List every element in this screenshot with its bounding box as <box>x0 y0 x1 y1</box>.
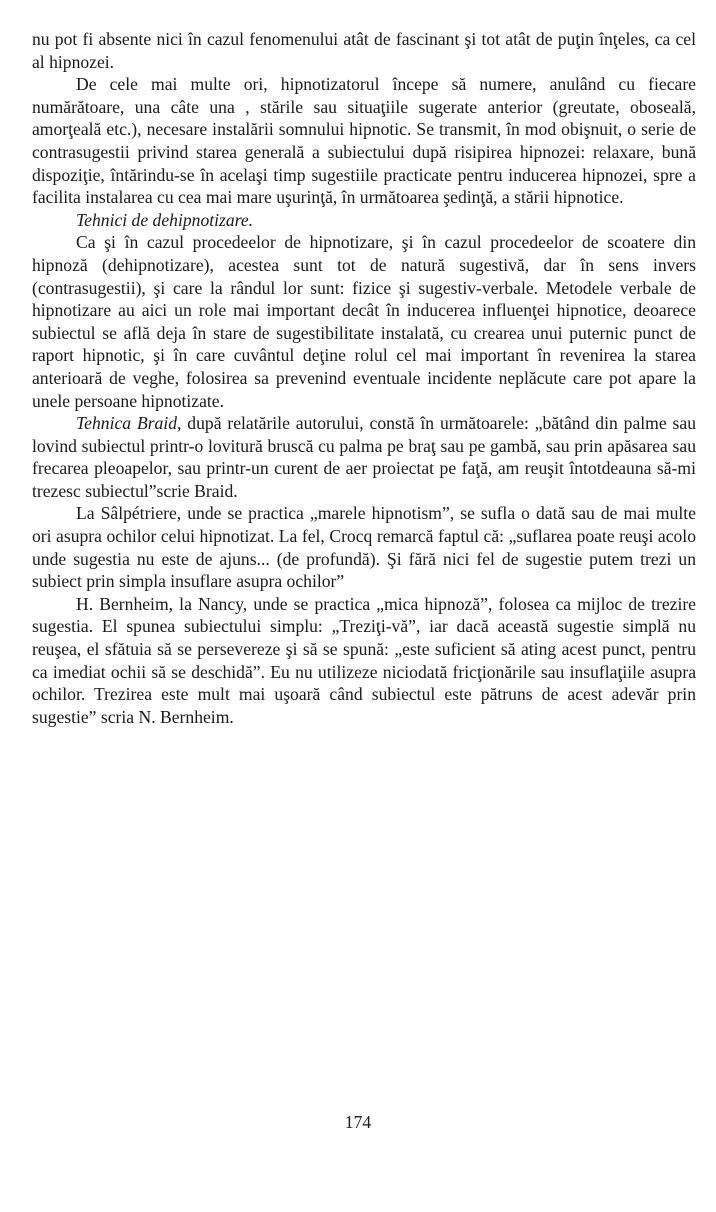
section-heading-dehypnotization: Tehnici de dehipnotizare. <box>76 209 254 230</box>
paragraph-dehypnotization-procedures: Ca şi în cazul procedeelor de hipnotizare, şi în cazul procedeelor de scoatere din hipnoză (dehipnotizare), acestea sunt tot de natură sugestivă, dar în sens invers (contrasugestii), şi care la rândul lor sunt: fizice şi sugestiv-verbale. Metodele verbale de hipnotizare au aici un role mai important decât în inducerea influenţei hipnotice, deoarece subiectul se află deja în stare de sugestibilitate instalată, cu crearea unui puternic punct de raport hipnotic, şi în care cuvântul deţine rolul cel mai important în revenirea la starea anterioară de veghe, folosirea sa prevenind eventuale incidente neplăcute care pot apare la unele persoane hipnotizate. <box>32 232 696 411</box>
paragraph-braid-technique <box>32 412 696 502</box>
braid-technique-text: după relatările autorului, constă în următoarele: „bătând din palme sau lovind subiectul printr-o lovitură bruscă cu palma pe braţ sau pe gambă, sau prin apăsarea sau frecarea pleoapelor, sau printr-un curent de aer proiectat pe faţă, am reuşit întotdeauna să-mi trezesc subiectul”scrie Braid. <box>32 413 696 501</box>
paragraph-bernheim: H. Bernheim, la Nancy, unde se practica „mica hipnoză”, folosea ca mijloc de trezire sugestia. El spunea subiectului simplu: „Treziţi-vă”, iar dacă această sugestie simplă nu reuşea, el sfătuia să se persevereze şi să se spună: „este suficient să ating acest punct, pentru ca imediat ochii să se deschidă”. Eu nu utilizeze niciodată fricţionările sau insuflaţiile asupra ochilor. Trezirea este mult mai uşoară când subiectul este pătruns de acest adevăr prin sugestie” scria N. Bernheim. <box>32 593 696 727</box>
page-number: 174 <box>344 1112 372 1132</box>
paragraph-counting-technique: De cele mai multe ori, hipnotizatorul începe să numere, anulând cu fiecare numărătoare, una câte una , stările sau situaţiile sugerate anterior (greutate, oboseală, amorţeală etc.), necesare instalării somnului hipnotic. Se transmit, în mod obişnuit, o serie de contrasugestii privind starea generală a subiectului după risipirea hipnozei: relaxare, bună dispoziţie, întărindu-se în acelaşi timp sugestiile practicate pentru inducerea hipnozei, spre a facilita instalarea cu cea mai mare uşurinţă, în următoarea şedinţă, a stării hipnotice. <box>32 74 696 208</box>
paragraph-continuation: nu pot fi absente nici în cazul fenomenului atât de fascinant şi tot atât de puţin înţeles, ca cel al hipnozei. <box>32 29 696 72</box>
page-body <box>32 28 696 728</box>
braid-technique-title: Tehnica Braid, <box>76 413 182 434</box>
paragraph-salpetriere: La Sâlpétriere, unde se practica „marele hipnotism”, se sufla o dată sau de mai multe ori asupra ochilor celui hipnotizat. La fel, Crocq remarcă faptul că: „suflarea poate reuşi acolo unde sugestia nu este de ajuns... (de profundă). Şi fără nici fel de sugestie putem trezi un subiect prin simpla insuflare asupra ochilor” <box>32 503 696 592</box>
